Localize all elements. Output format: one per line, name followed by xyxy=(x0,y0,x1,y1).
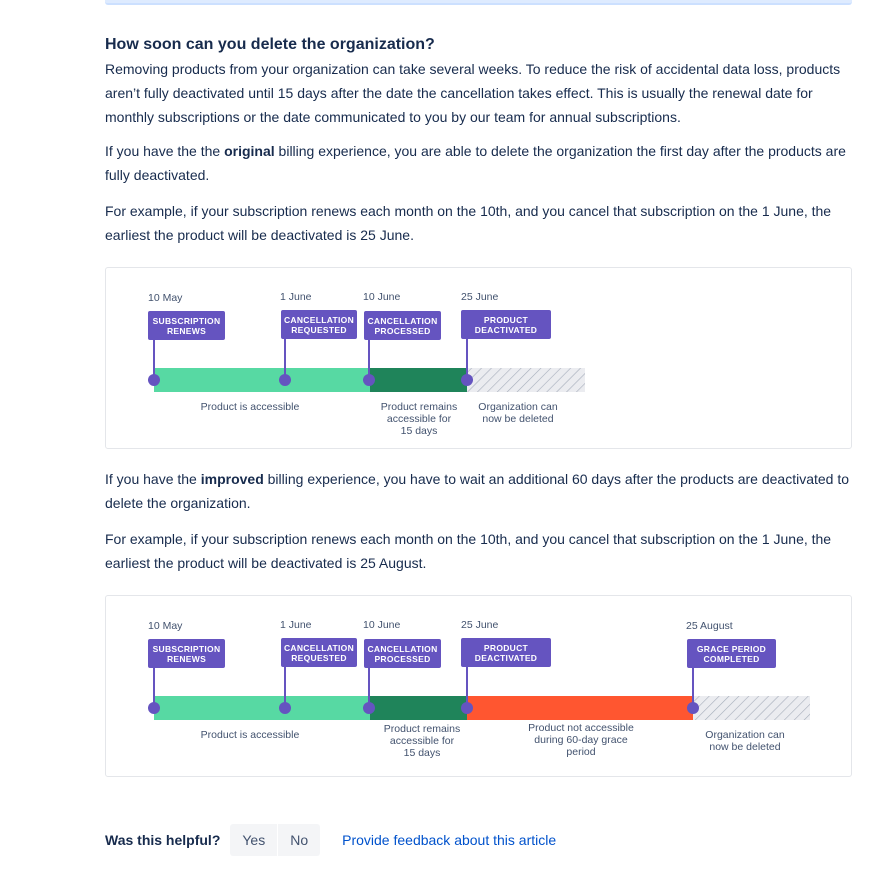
caption-deletable xyxy=(478,401,558,425)
tag-grace-period-completed xyxy=(687,639,776,668)
date-label: 10 May xyxy=(148,292,183,304)
svg-text:RENEWS: RENEWS xyxy=(166,654,207,664)
bar-remains-accessible xyxy=(370,696,467,720)
svg-text:Organization can: Organization can xyxy=(705,729,785,741)
svg-text:RENEWS: RENEWS xyxy=(166,326,207,336)
date-label: 10 June xyxy=(363,619,401,631)
caption-accessible: Product is accessible xyxy=(200,729,300,741)
milestone-dot xyxy=(461,702,473,714)
milestone-dot xyxy=(279,702,291,714)
svg-text:REQUESTED: REQUESTED xyxy=(291,653,347,663)
tag-cancellation-processed xyxy=(364,639,441,668)
svg-text:period: period xyxy=(566,746,596,758)
paragraph-example-1: For example, if your subscription renews each month on the 10th, and you cancel that subscription on the 1 June, the earliest the product will be deactivated is 25 June. xyxy=(105,203,832,243)
date-label: 1 June xyxy=(280,291,312,303)
svg-text:now be deleted: now be deleted xyxy=(482,413,554,425)
tag-cancellation-requested xyxy=(281,638,357,667)
svg-text:Product remains: Product remains xyxy=(380,401,458,413)
bar-remains-accessible xyxy=(370,368,467,392)
feedback-question: Was this helpful? xyxy=(105,832,221,848)
paragraph-original: If you have the the original billing experience, you are able to delete the organization the first day after the products are fully deactivated. xyxy=(105,143,846,183)
svg-text:accessible for: accessible for xyxy=(389,735,455,747)
caption-deletable xyxy=(705,729,785,753)
tag-cancellation-requested xyxy=(281,310,357,339)
svg-text:COMPLETED: COMPLETED xyxy=(703,654,760,664)
svg-text:during 60-day grace: during 60-day grace xyxy=(534,734,628,746)
bar-grace-period xyxy=(467,696,693,720)
svg-text:15 days: 15 days xyxy=(400,425,438,437)
emphasis-original: original xyxy=(224,143,275,159)
svg-text:DEACTIVATED: DEACTIVATED xyxy=(474,325,538,335)
svg-text:GRACE PERIOD: GRACE PERIOD xyxy=(696,644,767,654)
bar-accessible xyxy=(154,368,370,392)
timeline-svg-original xyxy=(106,268,851,448)
section-heading: How soon can you delete the organization? xyxy=(105,36,435,53)
milestone-dot xyxy=(279,374,291,386)
svg-text:DEACTIVATED: DEACTIVATED xyxy=(474,653,538,663)
no-button[interactable]: No xyxy=(278,824,320,856)
paragraph-example-2: For example, if your subscription renews each month on the 10th, and you cancel that subscription on the 1 June, the earliest the product will be deactivated is 25 August. xyxy=(105,531,832,571)
date-label: 25 June xyxy=(461,619,499,631)
timeline-svg-improved xyxy=(106,596,851,776)
milestone-dot xyxy=(148,374,160,386)
svg-text:PRODUCT: PRODUCT xyxy=(483,643,529,653)
date-label: 25 August xyxy=(686,620,733,632)
tag-product-deactivated xyxy=(461,638,551,667)
svg-text:CANCELLATION: CANCELLATION xyxy=(367,316,438,326)
caption-remains xyxy=(381,401,457,437)
date-label: 1 June xyxy=(280,619,312,631)
feedback-link[interactable]: Provide feedback about this article xyxy=(342,832,557,848)
svg-text:PROCESSED: PROCESSED xyxy=(374,654,431,664)
caption-remains xyxy=(384,723,460,759)
bar-accessible xyxy=(154,696,370,720)
svg-text:PROCESSED: PROCESSED xyxy=(374,326,431,336)
info-panel-bottom xyxy=(105,0,852,5)
date-label: 25 June xyxy=(461,291,499,303)
date-label: 10 June xyxy=(363,291,401,303)
svg-text:Organization can: Organization can xyxy=(478,401,558,413)
svg-text:Product not accessible: Product not accessible xyxy=(528,722,634,734)
svg-text:CANCELLATION: CANCELLATION xyxy=(283,643,355,653)
milestone-dot xyxy=(461,374,473,386)
timeline-diagram-original xyxy=(105,267,852,449)
svg-text:accessible for: accessible for xyxy=(386,413,452,425)
timeline-diagram-improved xyxy=(105,595,852,777)
svg-text:REQUESTED: REQUESTED xyxy=(291,325,347,335)
svg-text:PRODUCT: PRODUCT xyxy=(483,315,529,325)
tag-subscription-renews xyxy=(148,639,225,668)
svg-text:CANCELLATION: CANCELLATION xyxy=(283,315,355,325)
tag-subscription-renews xyxy=(148,311,225,340)
feedback-bar xyxy=(105,824,556,856)
milestone-dot xyxy=(148,702,160,714)
bar-deletable xyxy=(467,368,585,392)
caption-accessible: Product is accessible xyxy=(200,401,300,413)
emphasis-improved: improved xyxy=(200,471,264,487)
yes-button[interactable]: Yes xyxy=(230,824,277,856)
bar-deletable xyxy=(693,696,810,720)
milestone-dot xyxy=(687,702,699,714)
svg-text:15 days: 15 days xyxy=(403,747,441,759)
svg-text:SUBSCRIPTION: SUBSCRIPTION xyxy=(152,644,221,654)
paragraph-improved: If you have the improved billing experience, you have to wait an additional 60 days after the products are deactivated to delete the organization. xyxy=(105,471,850,511)
milestone-dot xyxy=(363,374,375,386)
paragraph-intro: Removing products from your organization can take several weeks. To reduce the risk of accidental data loss, products aren’t fully deactivated until 15 days after the date the cancellation takes effect. This is usually the renewal date for monthly subscriptions or the date communicated to you by our team for annual subscriptions. xyxy=(105,61,841,125)
date-label: 10 May xyxy=(148,620,183,632)
caption-grace xyxy=(528,722,634,758)
tag-product-deactivated xyxy=(461,310,551,339)
tag-cancellation-processed xyxy=(364,311,441,340)
svg-text:CANCELLATION: CANCELLATION xyxy=(367,644,438,654)
svg-text:SUBSCRIPTION: SUBSCRIPTION xyxy=(152,316,221,326)
svg-text:Product remains: Product remains xyxy=(383,723,461,735)
svg-text:now be deleted: now be deleted xyxy=(709,741,781,753)
milestone-dot xyxy=(363,702,375,714)
